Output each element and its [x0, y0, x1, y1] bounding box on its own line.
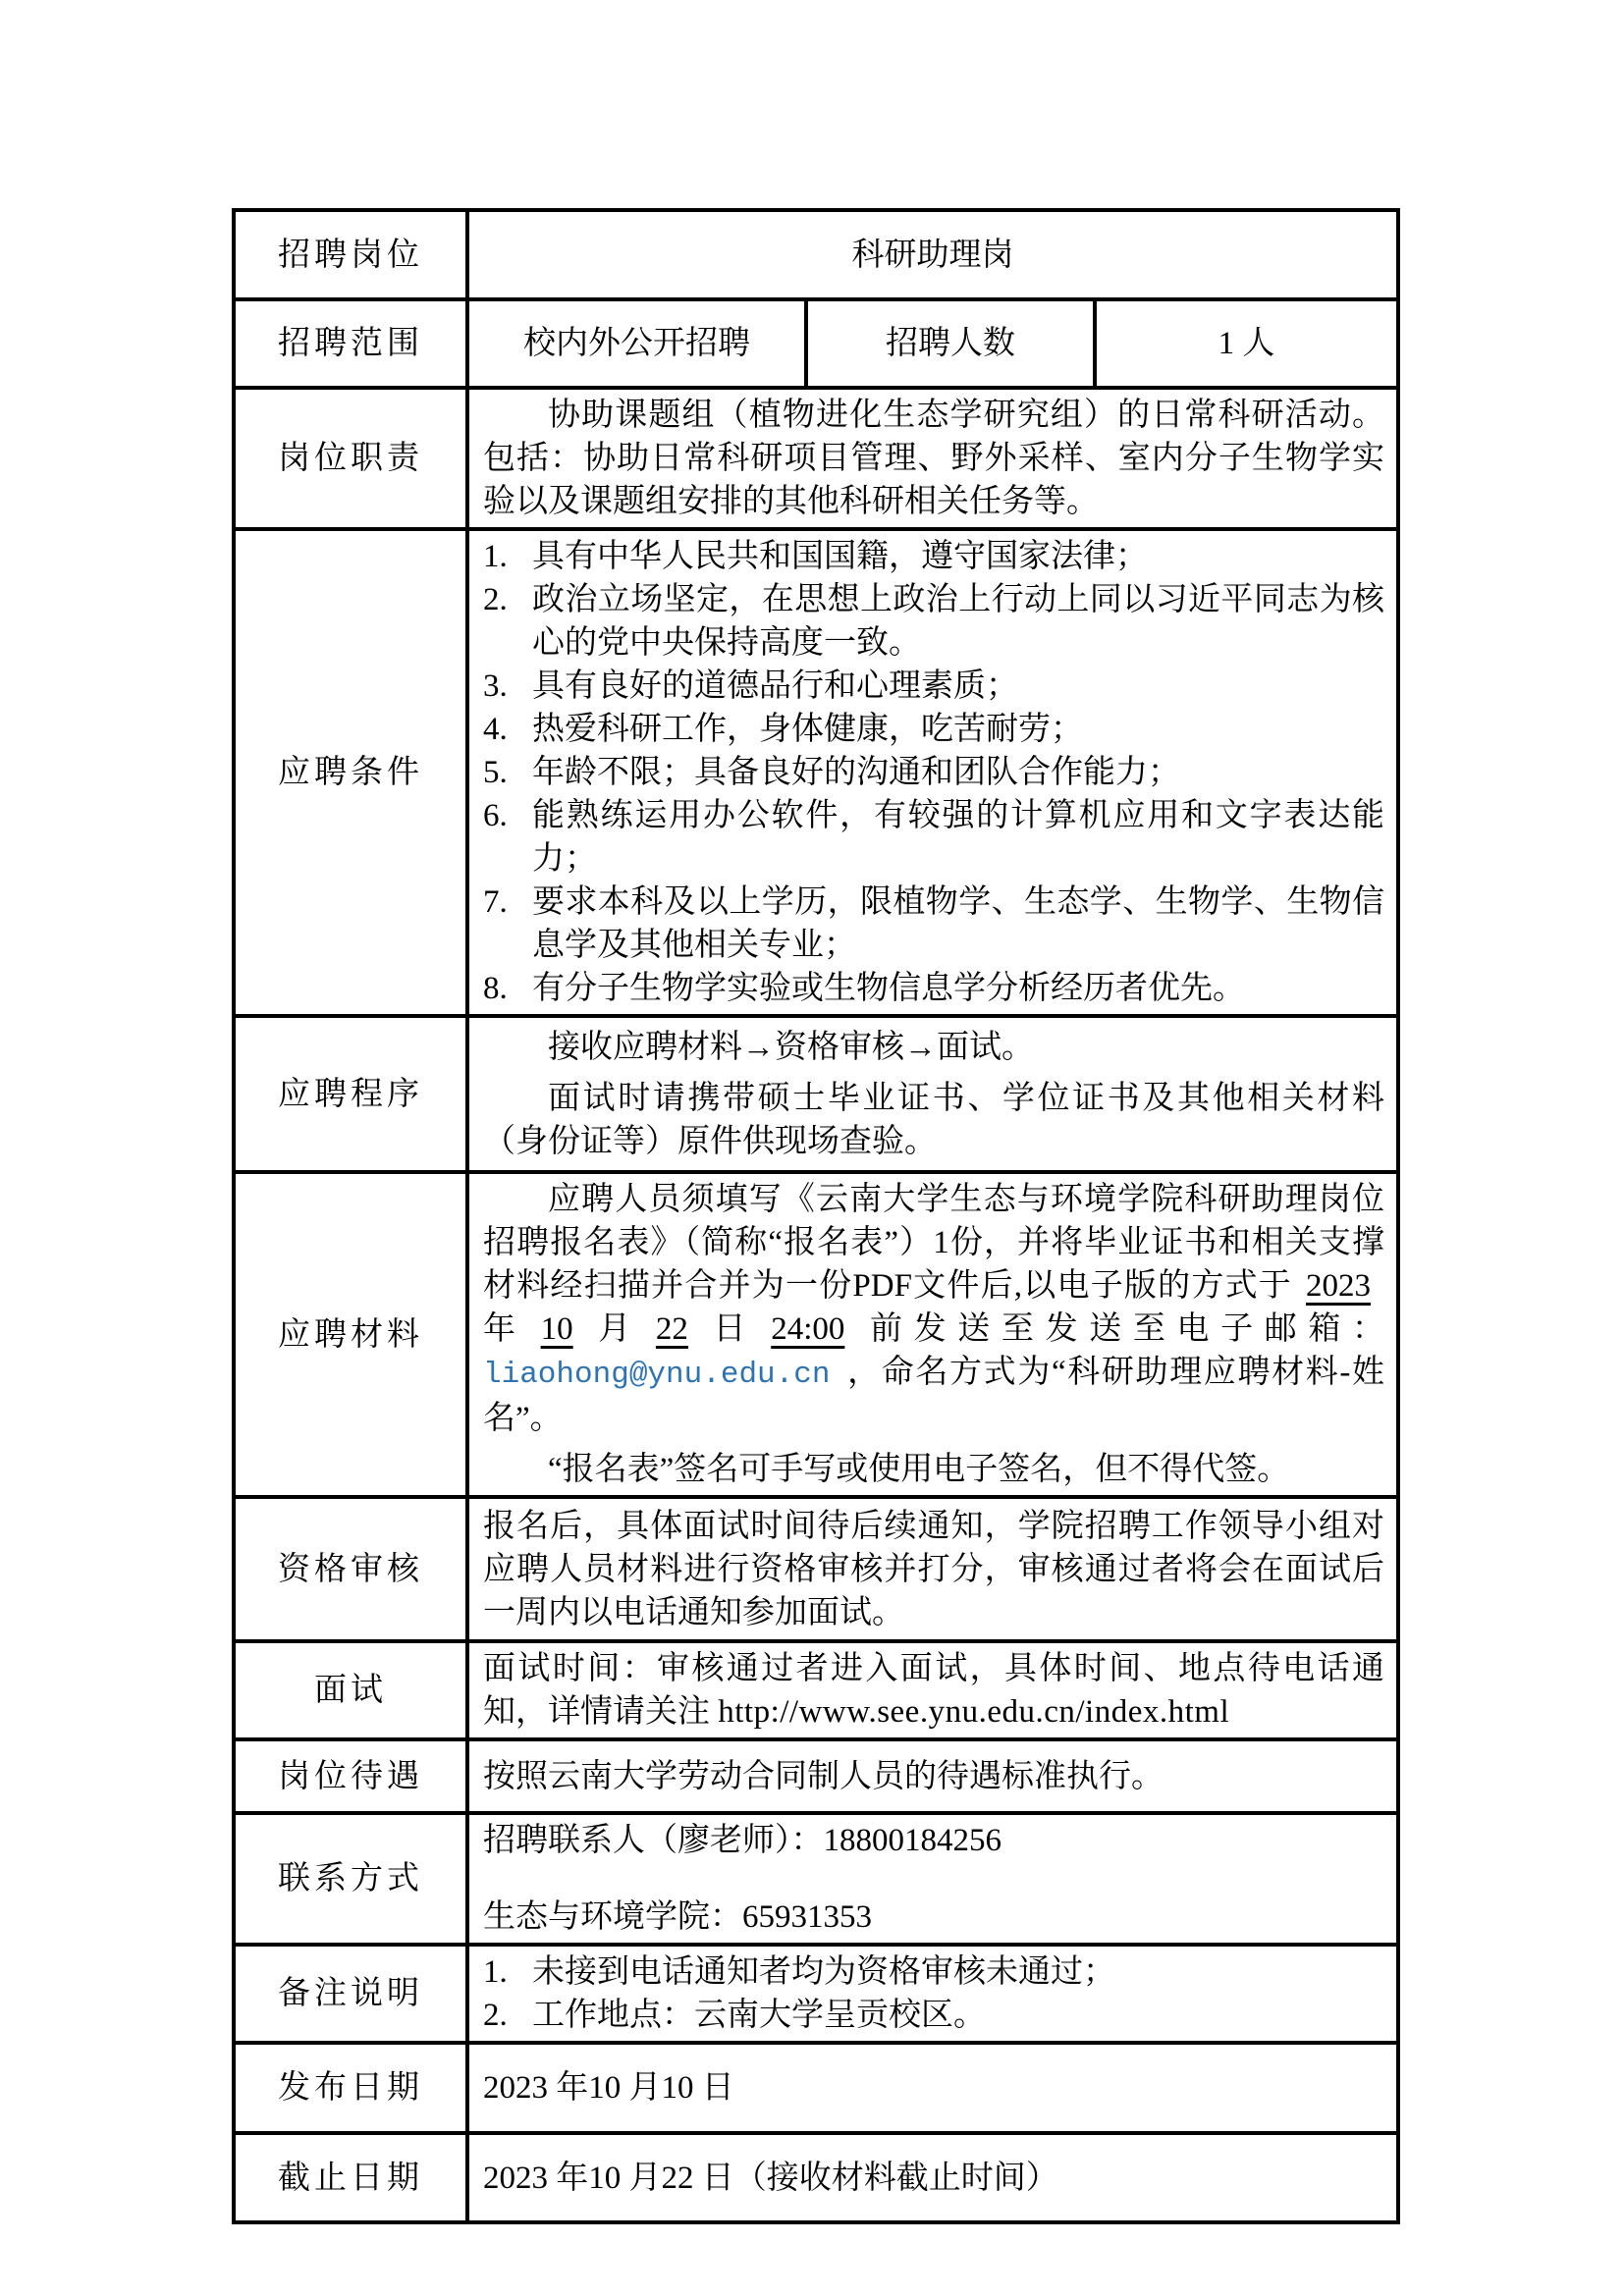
recruitment-table	[232, 208, 1400, 2224]
procedure-step-flow: 接收应聘材料→资格审核→面试。	[548, 1029, 1034, 1065]
headcount-value: 1 人	[1095, 299, 1398, 388]
requirement-item: 5. 年龄不限；具备良好的沟通和团队合作能力；	[483, 755, 1180, 790]
department-url: http://www.see.ynu.edu.cn/index.html	[718, 1694, 1230, 1730]
publish-date-value: 2023 年10 月10 日	[483, 2070, 734, 2106]
materials-text: 应聘人员须填写《云南大学生态与环境学院科研助理岗位招聘报名表》（简称“报名表”）1份，并将毕业证书和相关支撑材料经扫描并合并为一份PDF文件后,以电子版的方式于	[483, 1182, 1385, 1304]
row-requirements	[234, 529, 1398, 1016]
requirement-item: 4. 热爱科研工作，身体健康，吃苦耐劳；	[483, 712, 1083, 747]
row-duty	[234, 388, 1398, 529]
deadline-value: 2023 年10 月22 日（接收材料截止时间）	[483, 2160, 1058, 2196]
materials-cell	[467, 1172, 1398, 1497]
deadline-label: 截止日期	[234, 2133, 467, 2222]
headcount-label: 招聘人数	[806, 299, 1095, 388]
email-link[interactable]: liaohong@ynu.edu.cn	[483, 1358, 831, 1392]
row-position	[234, 210, 1398, 299]
duty-label: 岗位职责	[234, 388, 467, 529]
materials-paragraph: 应聘人员须填写《云南大学生态与环境学院科研助理岗位招聘报名表》（简称“报名表”）1份，并将毕业证书和相关支撑材料经扫描并合并为一份PDF文件后,以电子版的方式于 2023年 10 月 22 日 24:00 前发送至发送至电子邮箱：liaohong@ynu.edu.cn ，命名方式为“科研助理应聘材料-姓名”。	[483, 1182, 1385, 1436]
note-item: 1. 未接到电话通知者均为资格审核未通过；	[483, 1954, 1115, 1990]
deadline-cell	[467, 2133, 1398, 2222]
procedure-note: 面试时请携带硕士毕业证书、学位证书及其他相关材料（身份证等）原件供现场查验。	[483, 1080, 1385, 1159]
materials-label: 应聘材料	[234, 1172, 467, 1497]
procedure-cell	[467, 1016, 1398, 1172]
deadline-year-blank: 2023	[1306, 1268, 1372, 1304]
interview-cell	[467, 1641, 1398, 1739]
notes-cell	[467, 1945, 1398, 2043]
position-value: 科研助理岗	[467, 210, 1398, 299]
contact-person: 招聘联系人（廖老师）：18800184256	[483, 1823, 1001, 1858]
row-review	[234, 1497, 1398, 1641]
duty-cell	[467, 388, 1398, 529]
row-procedure	[234, 1016, 1398, 1172]
duty-text: 协助课题组（植物进化生态学研究组）的日常科研活动。包括：协助日常科研项目管理、野外采样、室内分子生物学实验以及课题组安排的其他科研相关任务等。	[483, 398, 1385, 519]
salary-cell	[467, 1739, 1398, 1813]
row-salary	[234, 1739, 1398, 1813]
requirement-item: 1. 具有中华人民共和国国籍，遵守国家法律；	[483, 539, 1148, 574]
contact-label: 联系方式	[234, 1813, 467, 1945]
row-contact	[234, 1813, 1398, 1945]
deadline-month-blank: 10	[540, 1311, 573, 1347]
requirements-label: 应聘条件	[234, 529, 467, 1016]
review-text: 报名后，具体面试时间待后续通知，学院招聘工作领导小组对应聘人员材料进行资格审核并打分，审核通过者将会在面试后一周内以电话通知参加面试。	[483, 1508, 1385, 1630]
row-interview	[234, 1641, 1398, 1739]
procedure-label: 应聘程序	[234, 1016, 467, 1172]
scope-value: 校内外公开招聘	[467, 299, 806, 388]
deadline-day-blank: 22	[655, 1311, 688, 1347]
salary-text: 按照云南大学劳动合同制人员的待遇标准执行。	[483, 1758, 1164, 1794]
publish-date-cell	[467, 2043, 1398, 2133]
contact-department: 生态与环境学院：65931353	[483, 1899, 872, 1935]
requirement-item: 7. 要求本科及以上学历，限植物学、生态学、生物学、生物信息学及其他相关专业；	[483, 884, 1385, 963]
deadline-time-blank: 24:00	[771, 1311, 845, 1347]
requirement-item: 8. 有分子生物学实验或生物信息学分析经历者优先。	[483, 971, 1245, 1006]
materials-signature-note: “报名表”签名可手写或使用电子签名，但不得代签。	[548, 1452, 1290, 1487]
row-publish-date	[234, 2043, 1398, 2133]
row-materials	[234, 1172, 1398, 1497]
row-notes	[234, 1945, 1398, 2043]
review-cell	[467, 1497, 1398, 1641]
requirement-item: 6. 能熟练运用办公软件，有较强的计算机应用和文字表达能力；	[483, 798, 1385, 877]
position-label: 招聘岗位	[234, 210, 467, 299]
requirements-cell	[467, 529, 1398, 1016]
interview-text: 面试时间：审核通过者进入面试，具体时间、地点待电话通知，详情请关注 http://www.see.ynu.edu.cn/index.html	[483, 1651, 1385, 1730]
scope-label: 招聘范围	[234, 299, 467, 388]
contact-cell	[467, 1813, 1398, 1945]
requirement-item: 2. 政治立场坚定，在思想上政治上行动上同以习近平同志为核心的党中央保持高度一致。	[483, 582, 1385, 661]
salary-label: 岗位待遇	[234, 1739, 467, 1813]
requirement-item: 3. 具有良好的道德品行和心理素质；	[483, 668, 1018, 704]
row-deadline	[234, 2133, 1398, 2222]
note-item: 2. 工作地点：云南大学呈贡校区。	[483, 1998, 986, 2033]
notes-label: 备注说明	[234, 1945, 467, 2043]
review-label: 资格审核	[234, 1497, 467, 1641]
row-scope	[234, 299, 1398, 388]
publish-date-label: 发布日期	[234, 2043, 467, 2133]
interview-label: 面试	[234, 1641, 467, 1739]
